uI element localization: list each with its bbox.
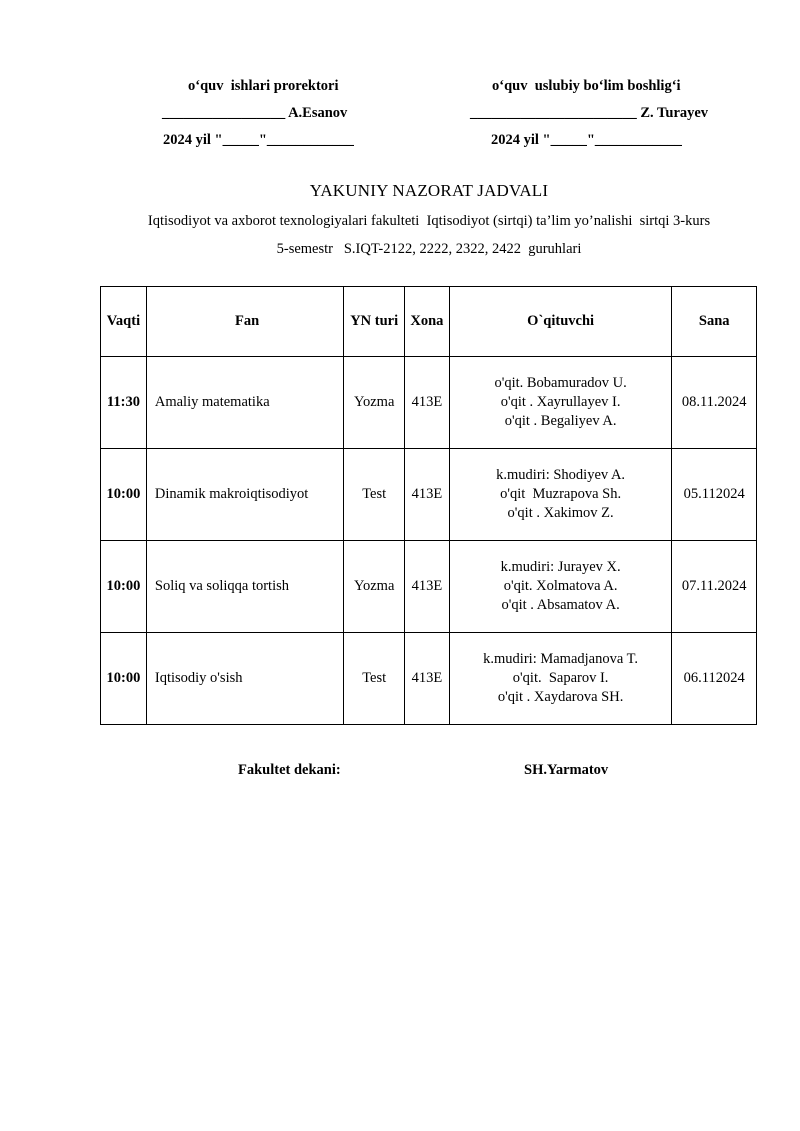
cell-time: 10:00	[101, 633, 147, 725]
cell-subject: Dinamik makroiqtisodiyot	[146, 449, 344, 541]
approval-right-role: o‘quv uslubiy bo‘lim boshlig‘i	[492, 78, 681, 94]
teacher-name: o'qit . Xayrullayev I.	[500, 394, 621, 410]
header-room: Xona	[404, 287, 449, 357]
cell-exam-type: Yozma	[344, 541, 405, 633]
cell-room: 413E	[404, 357, 449, 449]
header-teacher: O`qituvchi	[449, 287, 672, 357]
cell-date: 07.11.2024	[672, 541, 757, 633]
cell-subject: Soliq va soliqqa tortish	[146, 541, 344, 633]
approval-left-role: o‘quv ishlari prorektori	[188, 78, 339, 94]
cell-time: 10:00	[101, 449, 147, 541]
header-subject: Fan	[146, 287, 344, 357]
cell-room: 413E	[404, 449, 449, 541]
cell-room: 413E	[404, 633, 449, 725]
table-row	[101, 449, 757, 541]
teacher-name: k.mudiri: Shodiyev A.	[496, 467, 626, 483]
teacher-name: o'qit. Xolmatova A.	[503, 578, 618, 594]
cell-subject: Iqtisodiy o'sish	[146, 633, 344, 725]
document-subtitle-faculty: Iqtisodiyot va axborot texnologiyalari fakulteti Iqtisodiyot (sirtqi) ta’lim yo’nalishi sirtqi 3-kurs	[147, 213, 711, 229]
cell-date: 05.112024	[672, 449, 757, 541]
approval-left-date: 2024 yil "_____"____________	[163, 132, 354, 148]
cell-time: 10:00	[101, 541, 147, 633]
teacher-name: o'qit . Xaydarova SH.	[497, 689, 624, 705]
cell-time: 11:30	[101, 357, 147, 449]
header-exam-type: YN turi	[344, 287, 405, 357]
cell-exam-type: Test	[344, 449, 405, 541]
teacher-name: o'qit . Absamatov A.	[501, 597, 620, 613]
document-title: YAKUNIY NAZORAT JADVALI	[309, 181, 549, 200]
approval-block-right	[468, 78, 748, 159]
cell-date: 06.112024	[672, 633, 757, 725]
teacher-name: k.mudiri: Mamadjanova T.	[483, 651, 639, 667]
table-header-row	[101, 287, 757, 357]
dean-label: Fakultet dekani:	[238, 762, 341, 778]
teacher-name: k.mudiri: Jurayev X.	[500, 559, 621, 575]
teacher-name: o'qit . Xakimov Z.	[507, 505, 614, 521]
cell-room: 413E	[404, 541, 449, 633]
teacher-name: o'qit Muzrapova Sh.	[500, 486, 622, 502]
cell-date: 08.11.2024	[672, 357, 757, 449]
table-row	[101, 357, 757, 449]
approval-right-date: 2024 yil "_____"____________	[491, 132, 682, 148]
document-subtitle-groups: 5-semestr S.IQT-2122, 2222, 2322, 2422 guruhlari	[276, 241, 582, 257]
cell-teachers	[449, 357, 672, 449]
exam-schedule-table	[100, 286, 757, 725]
table-row	[101, 633, 757, 725]
teacher-name: o'qit. Bobamuradov U.	[494, 375, 627, 391]
approval-right-signature: _______________________ Z. Turayev	[470, 105, 709, 121]
cell-exam-type: Test	[344, 633, 405, 725]
cell-teachers	[449, 633, 672, 725]
cell-teachers	[449, 541, 672, 633]
cell-subject: Amaliy matematika	[146, 357, 344, 449]
approval-block-left	[160, 78, 390, 159]
teacher-name: o'qit . Begaliyev A.	[504, 413, 617, 429]
cell-exam-type: Yozma	[344, 357, 405, 449]
header-time: Vaqti	[101, 287, 147, 357]
approval-left-signature: _________________ A.Esanov	[162, 105, 348, 121]
header-date: Sana	[672, 287, 757, 357]
cell-teachers	[449, 449, 672, 541]
table-row	[101, 541, 757, 633]
dean-name: SH.Yarmatov	[524, 762, 609, 778]
teacher-name: o'qit. Saparov I.	[512, 670, 609, 686]
